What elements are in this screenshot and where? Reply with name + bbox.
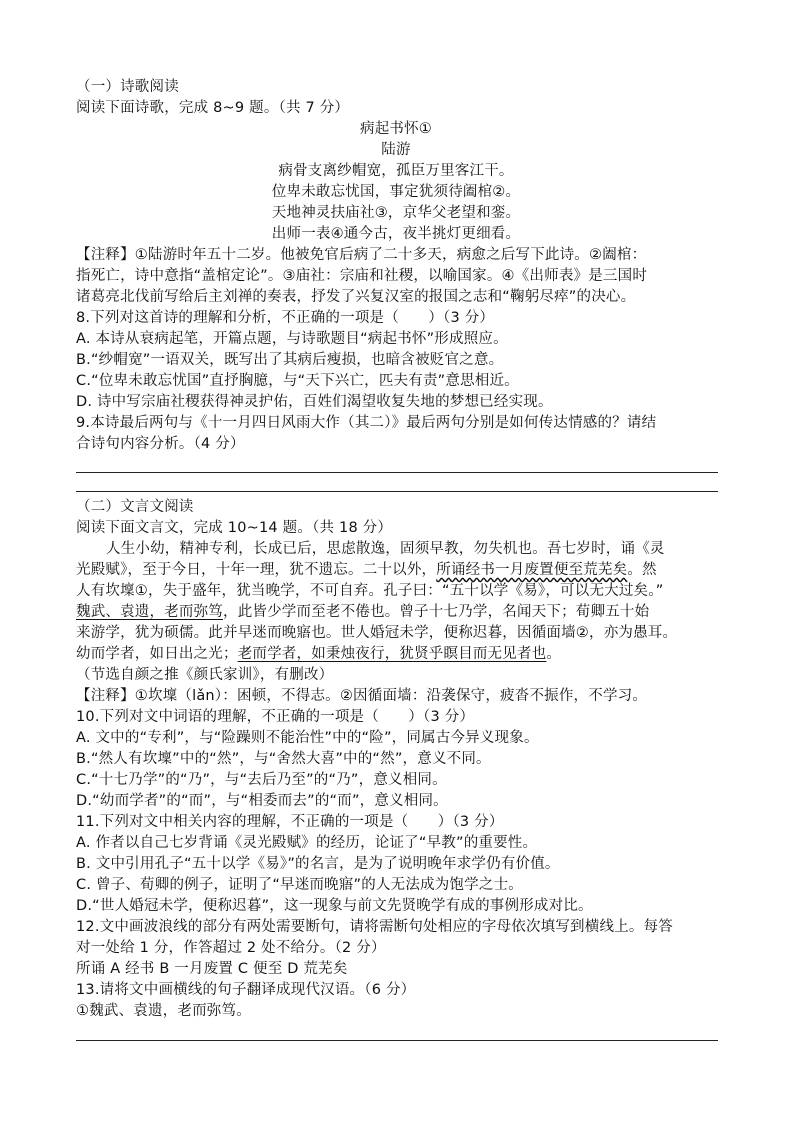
poem-line: 天地神灵扶庙社③，京华父老望和銮。 (271, 205, 521, 221)
answer-line[interactable] (76, 1040, 718, 1041)
q10-option-d: D.“幼而学者”的“而”，与“相委而去”的“而”，意义相同。 (76, 793, 448, 809)
section1-instruction: 阅读下面诗歌，完成 8~9 题。（共 7 分） (76, 100, 350, 116)
passage-text: 光殿赋》，至于今日，十年一理，犹不遗忘。二十以外， (76, 562, 437, 578)
q8-option-b: B.“纱帽宽”一语双关，既写出了其病后瘦损，也暗含被贬官之意。 (76, 352, 504, 368)
q8-option-d: D. 诗中写宗庙社稷获得神灵护佑，百姓们渴望收复失地的梦想已经实现。 (76, 394, 553, 410)
passage-line: 来游学，犹为硕儒。此并早迷而晚寤也。世人婚冠未学，便称迟暮，因循面墙②，亦为愚耳。 (76, 625, 678, 641)
question-8: 8.下列对这首诗的理解和分析，不正确的一项是（ ）（3 分） (76, 310, 495, 326)
question-9-line: 合诗句内容分析。（4 分） (76, 436, 245, 452)
poem-author: 陆游 (381, 142, 411, 158)
section2-heading: （二）文言文阅读 (76, 499, 194, 515)
q8-option-a: A. 本诗从衰病起笔，开篇点题，与诗歌题目“病起书怀”形成照应。 (76, 331, 508, 347)
poem-line: 病骨支离纱帽宽，孤臣万里客江干。 (278, 163, 514, 179)
q10-option-c: C.“十七乃学”的“乃”，与“去后乃至”的“乃”，意义相同。 (76, 772, 447, 788)
passage-notes: 【注释】①坎壈（lǎn）：困顿，不得志。②因循面墙：沿袭保守，疲沓不振作，不学习。 (76, 688, 648, 704)
q13-item: ①魏武、袁遗，老而弥笃。 (76, 1003, 251, 1019)
question-10: 10.下列对文中词语的理解，不正确的一项是（ ）（3 分） (76, 709, 475, 725)
passage-line (76, 644, 716, 665)
passage-text: 幼而学者，如日出之光； (76, 646, 238, 662)
question-11: 11.下列对文中相关内容的理解，不正确的一项是（ ）（3 分） (76, 814, 504, 830)
q12-sentence: 所诵 A 经书 B 一月废置 C 便至 D 荒芜矣 (76, 961, 348, 977)
wavy-underlined-text: 所诵经书一月废置便至荒芜矣 (436, 562, 628, 578)
q11-option-b: B. 文中引用孔子“五十以学《易》”的名言，是为了说明晚年求学仍有价值。 (76, 856, 560, 872)
q11-option-a: A. 作者以自己七岁背诵《灵光殿赋》的经历，论证了“早教”的重要性。 (76, 835, 538, 851)
passage-line (76, 602, 716, 623)
passage-text: 。然 (627, 562, 657, 578)
q11-option-c: C. 曾子、荀卿的例子，证明了“早迷而晚寤”的人无法成为饱学之士。 (76, 877, 523, 893)
q8-option-c: C.“位卑未敢忘忧国”直抒胸臆，与“天下兴亡，匹夫有责”意思相近。 (76, 373, 519, 389)
q10-option-a: A. 文中的“专利”，与“险躁则不能治性”中的“险”，同属古今异义现象。 (76, 730, 539, 746)
question-12-line: 对一处给 1 分，作答超过 2 处不给分。（2 分） (76, 940, 386, 956)
question-12-line: 12.文中画波浪线的部分有两处需要断句，请将需断句处相应的字母依次填写到横线上。每答 (76, 919, 673, 935)
passage-line: 人生小幼，精神专利，长成已后，思虑散逸，固须早教，勿失机也。吾七岁时，诵《灵 (106, 541, 665, 557)
poem-note-line: 指死亡，诗中意指“盖棺定论”。③庙社：宗庙和社稷，以喻国家。④《出师表》是三国时 (76, 268, 648, 284)
passage-text: ，此皆少学而至老不倦也。曾子十七乃学，名闻天下；荀卿五十始 (223, 604, 650, 620)
underlined-sentence: 魏武、袁遗，老而弥笃 (76, 604, 223, 620)
poem-note-line: 【注释】①陆游时年五十二岁。他被免官后病了二十多天，病愈之后写下此诗。②阖棺： (76, 247, 647, 263)
poem-line: 出师一表④通今古，夜半挑灯更细看。 (271, 226, 521, 242)
passage-line (76, 560, 716, 581)
poem-line: 位卑未敢忘忧国，事定犹须待阖棺②。 (271, 184, 521, 200)
section2-instruction: 阅读下面文言文，完成 10~14 题。（共 18 分） (76, 520, 393, 536)
section1-heading: （一）诗歌阅读 (76, 79, 179, 95)
section-divider (76, 491, 718, 492)
question-13: 13.请将文中画横线的句子翻译成现代汉语。（6 分） (76, 982, 416, 998)
q11-option-d: D.“世人婚冠未学，便称迟暮”，这一现象与前文先贤晚学有成的事例形成对比。 (76, 898, 593, 914)
passage-source: （节选自颜之推《颜氏家训》，有删改） (76, 667, 334, 683)
passage-text: 。 (546, 646, 562, 662)
passage-line: 人有坎壈①，失于盛年，犹当晚学，不可自弃。孔子曰：“五十以学《易》，可以无大过矣。” (76, 583, 664, 599)
answer-line[interactable] (76, 472, 718, 473)
question-9-line: 9.本诗最后两句与《十一月四日风雨大作（其二）》最后两句分别是如何传达情感的？请结 (76, 415, 657, 431)
underlined-sentence: 老而学者，如秉烛夜行，犹贤乎瞑目而无见者也 (237, 646, 547, 662)
poem-note-line: 诸葛亮北伐前写给后主刘禅的奏表，抒发了兴复汉室的报国之志和“鞠躬尽瘁”的决心。 (76, 289, 636, 305)
poem-title: 病起书怀① (360, 121, 432, 137)
q10-option-b: B.“然人有坎壈”中的“然”，与“舍然大喜”中的“然”，意义不同。 (76, 751, 491, 767)
